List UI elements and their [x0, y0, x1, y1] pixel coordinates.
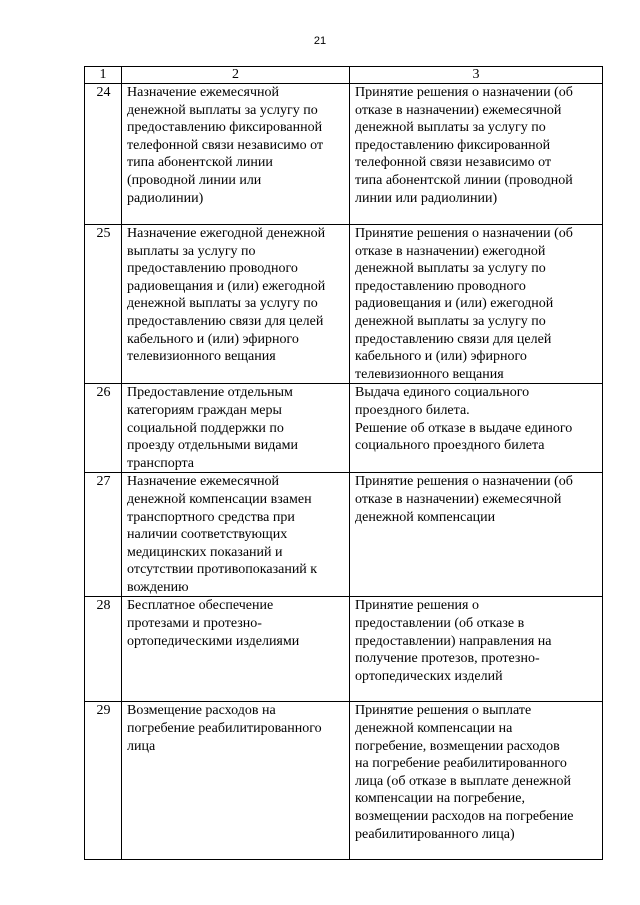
service-name-cell	[122, 225, 350, 384]
service-name: Назначение ежегодной денежной выплаты за услугу по предоставлению проводного радиовещания и (или) ежегодной денежной выплаты за услугу по предоставлению связи для целей кабельного и (или) эфирного телевизионного вещания	[127, 226, 326, 365]
services-table	[84, 66, 603, 860]
row-number: 28	[85, 597, 122, 702]
row-number: 27	[85, 473, 122, 597]
row-number: 29	[85, 702, 122, 860]
row-number: 24	[85, 84, 122, 225]
service-name: Возмещение расходов на погребение реабилитированного лица	[127, 703, 322, 754]
page-number: 21	[313, 35, 327, 47]
table-row	[85, 702, 603, 860]
service-result: Принятие решения о назначении (об отказе в назначении) ежемесячной денежной выплаты за услугу по предоставлению фиксированной телефонной связи независимо от типа абонентской линии (проводной линии или радиолинии)	[355, 85, 573, 206]
service-name-cell	[122, 597, 350, 702]
table-header-row	[85, 67, 603, 84]
service-name-cell	[122, 84, 350, 225]
service-result-cell	[350, 84, 603, 225]
service-result-cell	[350, 702, 603, 860]
service-result: Принятие решения о выплате денежной компенсации на погребение, возмещении расходов на погребение реабилитированного лица (об отказе в выплате денежной компенсации на погребение, возмещении расходов на погребение реабилитированного лица)	[355, 703, 574, 842]
service-name: Назначение ежемесячной денежной компенсации взамен транспортного средства при наличии соответствующих медицинских показаний и отсутствии противопоказаний к вождению	[127, 474, 318, 595]
service-name: Бесплатное обеспечение протезами и протезно- ортопедическими изделиями	[127, 598, 300, 649]
service-name: Предоставление отдельным категориям граждан меры социальной поддержки по проезду отдельными видами транспорта	[127, 385, 298, 471]
table-row	[85, 597, 603, 702]
service-result: Принятие решения о назначении (об отказе в назначении) ежемесячной денежной компенсации	[355, 474, 573, 525]
row-number: 26	[85, 384, 122, 473]
service-name-cell	[122, 384, 350, 473]
service-result-cell	[350, 225, 603, 384]
service-name: Назначение ежемесячной денежной выплаты за услугу по предоставлению фиксированной телефонной связи независимо от типа абонентской линии (проводной линии или радиолинии)	[127, 85, 324, 206]
service-result-cell	[350, 473, 603, 597]
table-row	[85, 473, 603, 597]
column-header: 3	[350, 67, 603, 84]
table-row	[85, 384, 603, 473]
service-name-cell	[122, 702, 350, 860]
column-header: 2	[122, 67, 350, 84]
table-row	[85, 84, 603, 225]
column-header: 1	[85, 67, 122, 84]
service-result-cell	[350, 384, 603, 473]
table-row	[85, 225, 603, 384]
service-result: Принятие решения о назначении (об отказе в назначении) ежегодной денежной выплаты за услугу по предоставлению проводного радиовещания и (или) ежегодной денежной выплаты за услугу по предоставлению связи для целей кабельного и (или) эфирного телевизионного вещания	[355, 226, 573, 382]
row-number: 25	[85, 225, 122, 384]
service-result: Принятие решения о предоставлении (об отказе в предоставлении) направления на получение протезов, протезно- ортопедических изделий	[355, 598, 552, 684]
service-result: Выдача единого социального проездного билета. Решение об отказе в выдаче единого социального проездного билета	[355, 385, 573, 454]
service-name-cell	[122, 473, 350, 597]
service-result-cell	[350, 597, 603, 702]
